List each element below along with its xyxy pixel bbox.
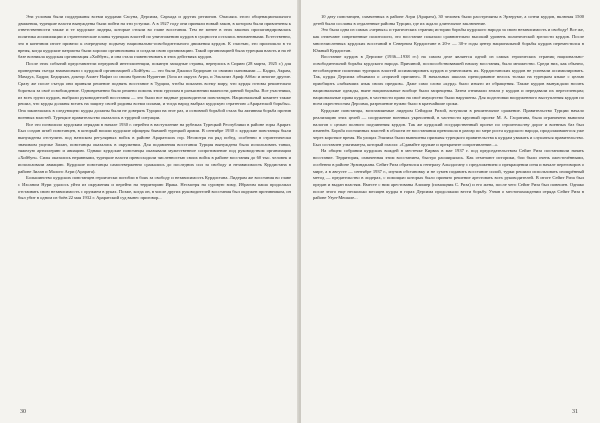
paragraph: 10 дату повстанцев, схваченных в районе Агри (Арарата), 30 человек были расстреляны в Эрзеруме, а сотни курдов, включая 1500 детей были сосланы в отдаленные районы Турции, где их ждало длительное заключение.: [313, 14, 584, 26]
paragraph: Это была одна из самых «черных» и трагических страниц истории борьбы курдского народа за свою независимость и свободу! Все же, как отмечают современные политологи, это восстание показало сравнительно высокий уровень политической зрелости курдов. После многочисленных курдских восстаний в Северном Курдистане в 20-е — 30-е годы центр национальной борьбы курдов переместился в Южный Курдистан.: [313, 27, 584, 53]
right-page: [301, 0, 600, 423]
paragraph: После этих событий представители передовой интеллигенции, покинув западные страны, вернулись в Сирию (28 марта, 1925 г.) для проведения съезда взаимосвязи с курдской организацией «Хойбун» — это были Джалил Бедирхан со своими сыновьями — Кадри, Акрам, Мамдух, Бадри; Бедирхан, доктор Ахмет Нафиз со своим братом Нураттин (Зоза из округа Агри, и Эльзазиз Ариф Аббас и многие другие. Сразу же после съезда они приняли решение поднять восстание в Турции, чтобы показать всему миру, что курды готовы решительно бороться за своё освобождение. Одновременно было решено помочь этим группам в разъяснении важности данной борьбы. Все участники, из всех групп курдов, выбрали руководителей восстания — это были все видные руководители повстанцев. Национальный комитет также решил, что курды должны встать на защиту своей родины всеми силами, и тогда народ выбрал курдскую стратегию «Араратской борьбы». Она заключалась в следующем: курды должны были не доверять Турции на этот раз, и основной борьбой стала бы активная борьба против военных властей. Турецкое правительство оказалось в трудной ситуации.: [18, 61, 291, 120]
paragraph: На общем собрании курдских вождей в местечке Кирвах в мае 1937 г. под председательством Сейит Риза постановили начать восстание. Территория, охваченная этим восстанием, быстро расширялась. Как отмечают историки, бои были очень ожесточёнными, особенно в районе Эрзинджана. Сейит Риза обратился к генералу Альпдогану с предложением о прекращении огня и начале переговоров о мире, а в августе — сентябре 1937 г., изучив обстановку и не сумев подавить восстание силой, турки решили использовать изощрённый метод — предательство в лидерах, с помощью которых было принято решение арестовать всех руководителей. В итоге Сейит Риза был предан и выдан властям. Вместе с ним арестованы Алишер (помощник С. Риза) и его жена, после чего Сейит Риза был повешен. Однако после этого еще несколько месяцев курды в горах Дерсима продолжали вести борьбу. Узнав о местонахождении отряда Сейит Риза в районе Узун-Мешале...: [313, 148, 584, 201]
page-number-right: 31: [572, 409, 578, 415]
paragraph: Курдские повстанцы, возглавляемые лидером Сейидом Ризой, вступили в решительное сражение. Правительство Турции начало реализацию этих целей — сооружение военных укреплений, в частности крупный проект М. А. Гасратяна, была ограничена вывозом налогов с целью полного подчинения курдов. Так же курдский государственный проект по строительству дорог и военных баз был изменён. Борьба постоянных властей в области ее восстанания превзошла в разгар по мере роста курдского народа, продолжившегося уже через короткое время. На улицах Элязиха были вывешены призывы турецкого правительства к курдам уважать и слушаться правительство. Был составлен ультиматум, который гласил: «Сдавайте оружие и прекратите сопротивление...».: [313, 108, 584, 147]
paragraph: Все это позволило курдским отрядам в начале 1930 г. перейти в наступление на рубежах Турецкой Республики в районе горы Арарат. Был создан штаб повстанцев, в который вошли курдские офицеры бывшей турецкой армии. В сентябре 1930 г. курдские повстанцы были вынуждены отступить под натиском регулярных войск в районе Араратских гор. Несмотря на ряд побед, особенно в стратегически значимом ущелье Зилан, повстанцы оказались в окружении. Для подавления восстания Турция вынуждена была использовать танки, тяжелую артиллерию и авиацию. Однако курдские повстанцы оказывали мужественное сопротивление под руководством организации «Хойбун». Силы оказались неравными, турецкие власти превосходили численностью своих войск в районе восстания до 60 тыс. человек и использовали авиацию. Курдские повстанцы самоотверженно сражались до последних сил за свободу и независимость Курдистана в районе Зилан и Малого Агри (Арарата).: [18, 121, 291, 174]
page-number-left: 30: [20, 409, 26, 415]
right-page-text: [313, 14, 584, 202]
left-page: [0, 0, 299, 423]
paragraph: Большинство курдских повстанцев героически погибли в боях за свободу и независимость Курдистана. Лидерам же восстания во главе с Ихсаном Нури удалось уйти из окружения и перейти на территорию Ирака. Несмотря на суровую зиму, Ибрагим паша продолжал отстаивать свою независимость с оружием в руках. Позже, когда он, в числе других руководителей восстания был окружен противником, он был убит в одном из боёв 22 мая 1932 г. Араратский суд вынес приговор...: [18, 175, 291, 201]
paragraph: Эти условия были поддержаны всеми курдами Сасуна, Дерсима, Сархада и других регионов. Опасаясь этого общенационального движения, турецкие власти вынуждены были пойти на эти уступки. А в 1927 году они приняли новый закон, в котором были привлечены к ответственности также и те курдские лидеры, которые стояли во главе восстания. Тем не менее в этих законах пропагандировалась политика ассимиляции и стратегические планы турецких властей по уничтожению курдов в сущности остались неизменными. Естественно, это в конечном итоге привело к очередному подъему национально-освободительного движения курдов. К счастью, это произошло в то время, когда курдские патриоты были хорошо организованы и создали свою организацию. Такой организацией была турецкая власть и на её базе возникла курдская организация «Хойбун», и она стала главенствовать в этих действиях курдов.: [18, 14, 291, 60]
left-page-text: [18, 14, 291, 202]
paragraph: Восстание курдов в Дерсиме (1936—1938 гг.) на самом деле является одной из самых героических страниц национально-освободительной борьбы курдского народа. Причиной, поспособствовавшей началу восстания, было множество. Среди них, как обычно, несоблюдение политики турецких властей ассимилировать курдов и уничтожить их. Курдистанских курдов не успевали ассимилировать. Так, курды Дерсима объявили о «горячей причине». В начальных школах преподавание велось только на турецком языке с целью приобщить «забывших язык своих предков». Даже само слово «курд» было изъято из обращения. Также курдов вынуждали носить национальные одежды, ныне национальные вообще были запрещены. Затем отнимали земли у курдов и передавали их переселенцам; национальные права курдов, в частности право на своё имущество были нарушены. Для подготовки вооруженного выступления курдов по всем окрестностям Дерсима, разрешение нужно было в кратчайшие сроки.: [313, 54, 584, 107]
